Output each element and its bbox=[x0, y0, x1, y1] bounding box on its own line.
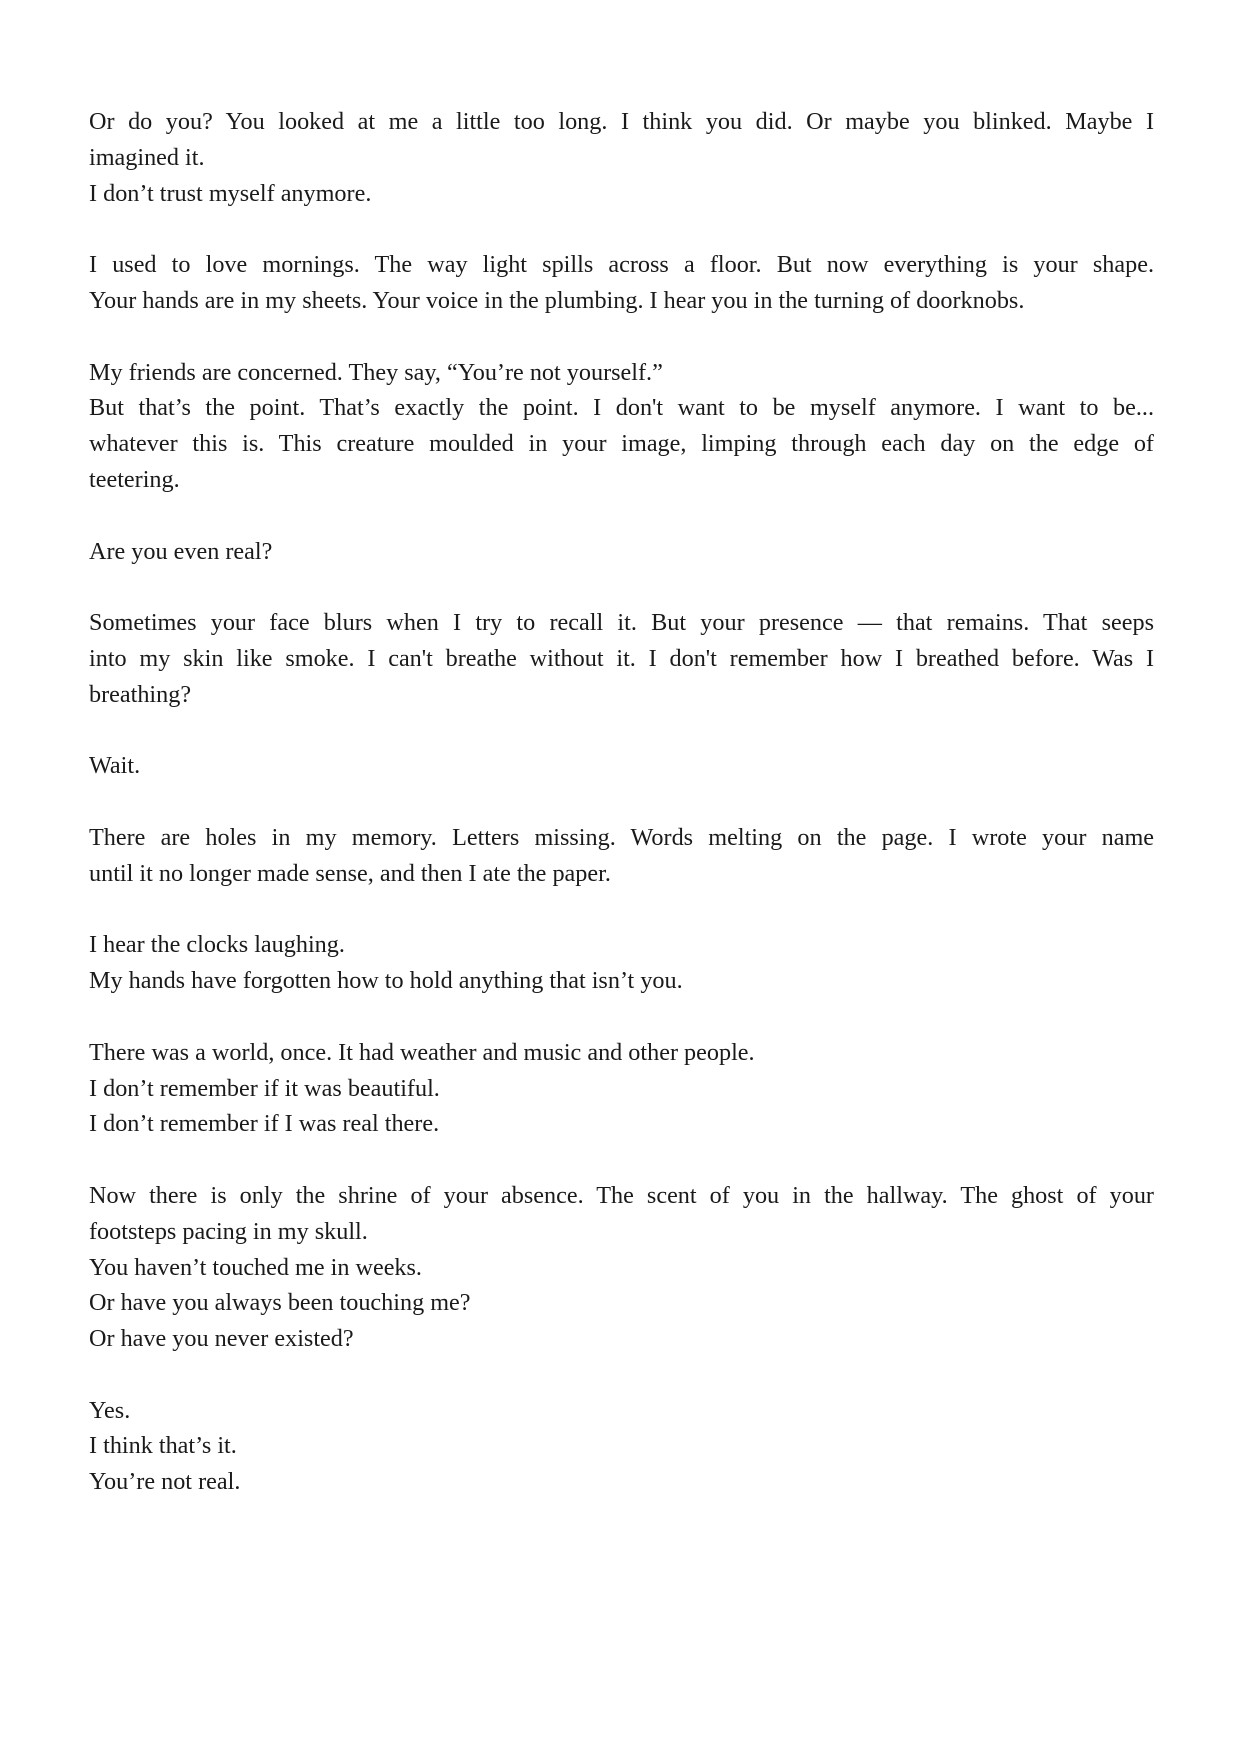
paragraph bbox=[89, 534, 1154, 570]
paragraph bbox=[89, 247, 1154, 319]
text-line: breathing? bbox=[89, 680, 192, 708]
text-line: You haven’t touched me in weeks. bbox=[89, 1253, 422, 1281]
paragraph bbox=[89, 1393, 1154, 1500]
text-line: teetering. bbox=[89, 465, 180, 493]
text-line: Or do you? You looked at me a little too long. I think you did. Or maybe you blinked. Maybe I bbox=[89, 108, 1154, 135]
text-line: My hands have forgotten how to hold anything that isn’t you. bbox=[89, 967, 683, 995]
text-line: Are you even real? bbox=[89, 537, 273, 565]
paragraph bbox=[89, 1035, 1154, 1142]
paragraph bbox=[89, 104, 1154, 211]
text-line: But that’s the point. That’s exactly the point. I don't want to be myself anymore. I want to be... bbox=[89, 394, 1154, 422]
text-line: Sometimes your face blurs when I try to recall it. But your presence — that remains. That seeps bbox=[89, 609, 1154, 637]
text-line: My friends are concerned. They say, “You’re not yourself.” bbox=[89, 358, 663, 386]
text-line: imagined it. bbox=[89, 143, 205, 171]
text-line: I think that’s it. bbox=[89, 1432, 237, 1460]
text-line: You’re not real. bbox=[89, 1468, 241, 1496]
text-line: Yes. bbox=[89, 1396, 131, 1424]
paragraph bbox=[89, 820, 1154, 892]
text-line: Or have you never existed? bbox=[89, 1325, 354, 1353]
text-line: whatever this is. This creature moulded in your image, limping through each day on the edge of bbox=[89, 430, 1154, 458]
text-line: Wait. bbox=[89, 752, 141, 780]
text-line: There was a world, once. It had weather and music and other people. bbox=[89, 1038, 755, 1066]
text-line: I don’t remember if it was beautiful. bbox=[89, 1074, 440, 1102]
paragraph bbox=[89, 605, 1154, 712]
text-line: until it no longer made sense, and then I ate the paper. bbox=[89, 859, 611, 887]
paragraph bbox=[89, 927, 1154, 999]
paragraph bbox=[89, 1178, 1154, 1357]
text-line: Now there is only the shrine of your absence. The scent of you in the hallway. The ghost of your bbox=[89, 1181, 1154, 1209]
paragraph bbox=[89, 748, 1154, 784]
text-line: I hear the clocks laughing. bbox=[89, 931, 345, 959]
paragraph bbox=[89, 355, 1154, 498]
document-body bbox=[89, 104, 1154, 1500]
text-line: Or have you always been touching me? bbox=[89, 1289, 471, 1317]
text-line: There are holes in my memory. Letters missing. Words melting on the page. I wrote your name bbox=[89, 823, 1154, 851]
text-line: I don’t remember if I was real there. bbox=[89, 1110, 440, 1138]
text-line: I don’t trust myself anymore. bbox=[89, 179, 372, 207]
text-line: into my skin like smoke. I can't breathe without it. I don't remember how I breathed before. Was I bbox=[89, 644, 1154, 672]
text-line: Your hands are in my sheets. Your voice in the plumbing. I hear you in the turning of doorknobs. bbox=[89, 286, 1025, 314]
text-line: footsteps pacing in my skull. bbox=[89, 1217, 368, 1245]
text-line: I used to love mornings. The way light spills across a floor. But now everything is your shape. bbox=[89, 251, 1154, 279]
